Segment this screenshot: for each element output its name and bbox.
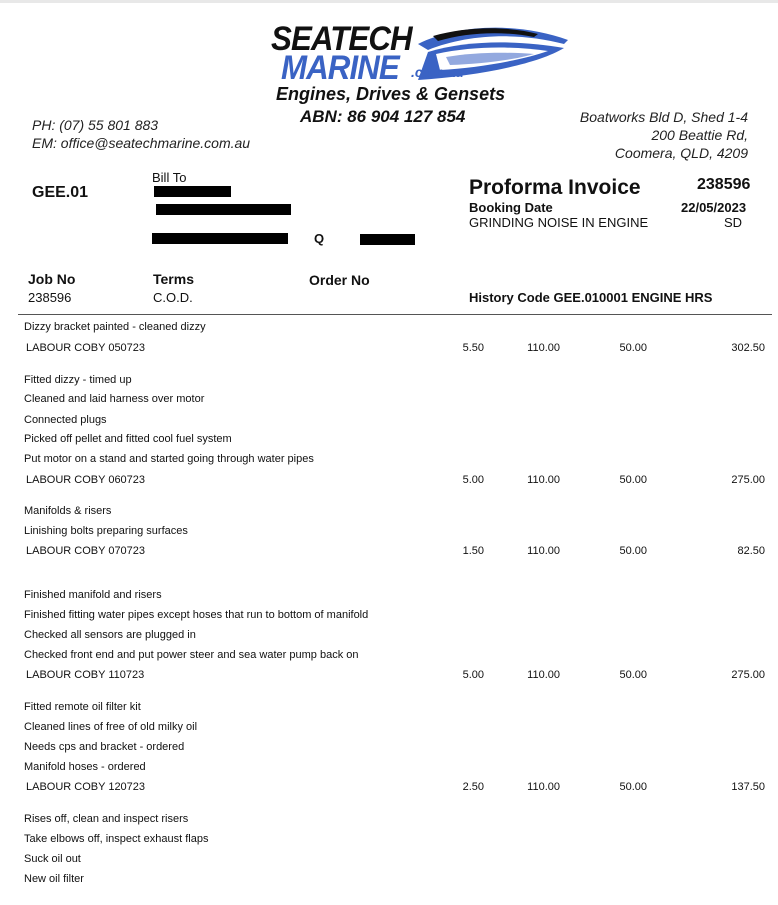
header-divider <box>18 314 772 315</box>
labour-line-pct: 50.00 <box>619 474 647 486</box>
terms-label: Terms <box>153 271 194 287</box>
line-description: Finished manifold and risers <box>24 589 162 601</box>
address-line-3: Coomera, QLD, 4209 <box>614 145 748 161</box>
fault-description: GRINDING NOISE IN ENGINE <box>469 215 649 230</box>
history-code: History Code GEE.010001 ENGINE HRS <box>469 290 713 305</box>
labour-line-rate: 110.00 <box>527 474 560 486</box>
redacted-postcode <box>360 234 415 245</box>
labour-line-label: LABOUR COBY 060723 <box>26 474 146 486</box>
line-description: Picked off pellet and fitted cool fuel system <box>24 433 232 445</box>
customer-code: GEE.01 <box>32 184 89 201</box>
labour-line-label: LABOUR COBY 050723 <box>26 342 146 354</box>
line-description: Checked all sensors are plugged in <box>24 629 196 641</box>
labour-line-qty: 1.50 <box>462 545 484 557</box>
line-description: Fitted dizzy - timed up <box>24 374 132 386</box>
line-description: Manifolds & risers <box>24 505 112 517</box>
labour-line-rate: 110.00 <box>527 669 560 681</box>
company-abn: ABN: 86 904 127 854 <box>300 107 466 126</box>
line-description: Fitted remote oil filter kit <box>24 701 141 713</box>
labour-line-qty: 5.00 <box>462 669 484 681</box>
redacted-name <box>154 186 231 197</box>
redacted-street <box>156 204 291 215</box>
job-no-label: Job No <box>28 271 76 287</box>
brand-name-seatech: SEATECH <box>271 20 412 58</box>
line-description: Checked front end and put power steer and sea water pump back on <box>24 649 359 661</box>
labour-line-qty: 5.00 <box>462 474 484 486</box>
booking-date-label: Booking Date <box>469 200 553 215</box>
line-description: Suck oil out <box>24 853 81 865</box>
line-description: Needs cps and bracket - ordered <box>24 741 185 753</box>
line-description: Rises off, clean and inspect risers <box>24 813 189 825</box>
invoice-title: Proforma Invoice <box>469 176 641 199</box>
labour-line-pct: 50.00 <box>619 669 647 681</box>
address-line-1: Boatworks Bld D, Shed 1-4 <box>579 109 748 125</box>
labour-line-total: 82.50 <box>737 545 765 557</box>
line-description: Dizzy bracket painted - cleaned dizzy <box>24 321 206 333</box>
order-no-label: Order No <box>309 272 370 288</box>
redacted-suburb <box>152 233 288 244</box>
labour-line-total: 275.00 <box>731 474 765 486</box>
line-description: Linishing bolts preparing surfaces <box>24 525 188 537</box>
brand-domain: .com.au <box>411 64 464 80</box>
company-tagline: Engines, Drives & Gensets <box>276 84 506 104</box>
labour-line-total: 137.50 <box>731 781 765 793</box>
labour-line-rate: 110.00 <box>527 342 560 354</box>
labour-line-qty: 2.50 <box>462 781 484 793</box>
line-description: Cleaned and laid harness over motor <box>24 393 205 405</box>
labour-line-total: 275.00 <box>731 669 765 681</box>
labour-line-label: LABOUR COBY 070723 <box>26 545 146 557</box>
labour-line-pct: 50.00 <box>619 545 647 557</box>
labour-line-label: LABOUR COBY 120723 <box>26 781 146 793</box>
booking-date: 22/05/2023 <box>681 200 747 215</box>
labour-line-rate: 110.00 <box>527 545 560 557</box>
line-description: Take elbows off, inspect exhaust flaps <box>24 833 209 845</box>
line-description: Put motor on a stand and started going through water pipes <box>24 453 314 465</box>
terms-value: C.O.D. <box>153 290 193 305</box>
labour-line-qty: 5.50 <box>462 342 484 354</box>
company-email: EM: office@seatechmarine.com.au <box>32 135 251 151</box>
line-description: New oil filter <box>24 873 84 885</box>
labour-line-rate: 110.00 <box>527 781 560 793</box>
page-top-border <box>0 0 778 3</box>
company-phone: PH: (07) 55 801 883 <box>32 117 159 133</box>
line-description: Finished fitting water pipes except hoses that run to bottom of manifold <box>24 609 369 621</box>
staff-initials: SD <box>724 215 743 230</box>
line-description: Cleaned lines of free of old milky oil <box>24 721 198 733</box>
labour-line-pct: 50.00 <box>619 342 647 354</box>
invoice-number: 238596 <box>697 176 751 193</box>
address-line-2: 200 Beattie Rd, <box>651 127 748 143</box>
bill-to-label: Bill To <box>152 170 187 185</box>
customer-state: Q <box>314 231 325 246</box>
labour-line-total: 302.50 <box>731 342 765 354</box>
line-description: Manifold hoses - ordered <box>24 761 146 773</box>
brand-name-marine: MARINE <box>281 49 399 87</box>
job-no: 238596 <box>28 290 72 305</box>
labour-line-pct: 50.00 <box>619 781 647 793</box>
labour-line-label: LABOUR COBY 110723 <box>26 669 145 681</box>
line-description: Connected plugs <box>24 414 107 426</box>
